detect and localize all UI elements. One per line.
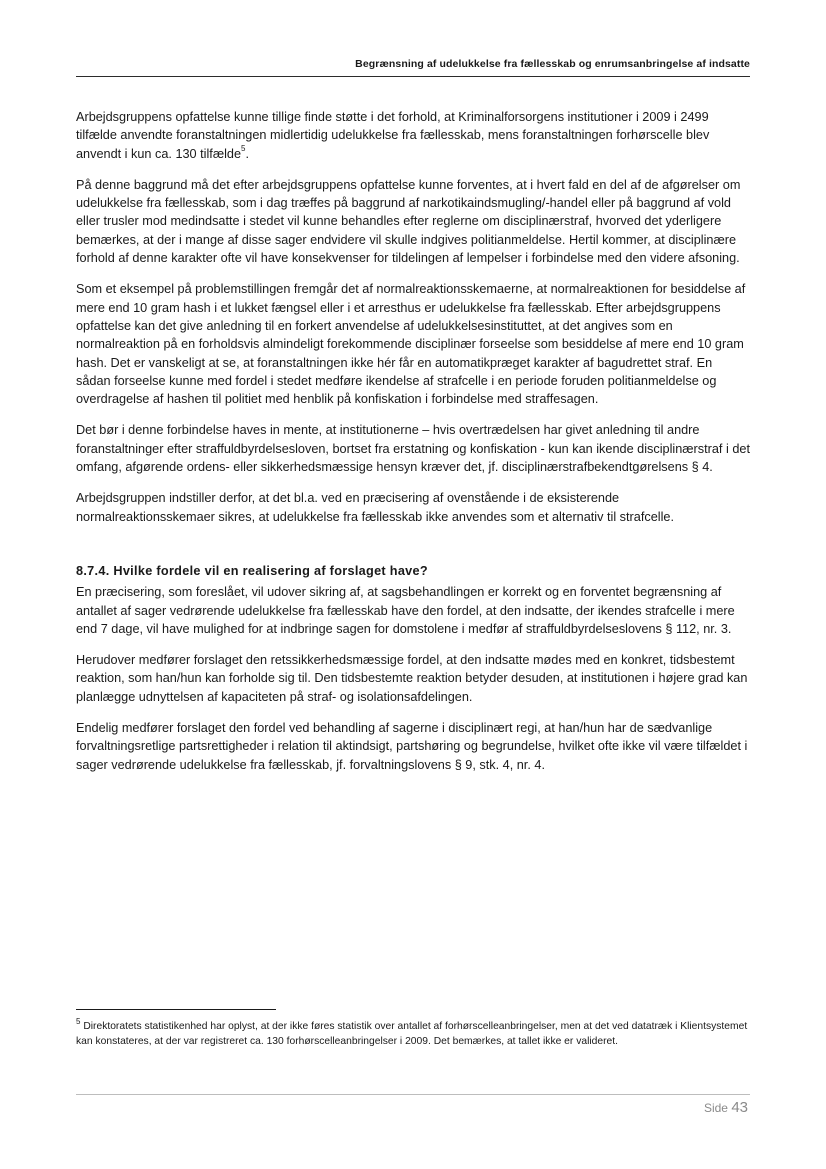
footnote-reference[interactable]: 5 [241,144,246,154]
paragraph-7: Herudover medfører forslaget den retssikkerhedsmæssige fordel, at den indsatte mødes med en konkret, tidsbestemt reaktion, som han/hun kan forholde sig til. Den tidsbestemte reaktion betyder desuden, at institutionen i højere grad kan planlægge udnyttelsen af kapaciteten på straf- og isolationsafdelingen. [76,653,748,704]
footnote-rule [76,1009,276,1010]
page-number: 43 [731,1099,748,1116]
paragraph-6: En præcisering, som foreslået, vil udover sikring af, at sagsbehandlingen er korrekt og en forventet begrænsning af antallet af sager vedrørende udelukkelse fra fællesskab have den fordel, at den indsatte, der ikendes strafcelle i mere end 7 dage, vil have mulighed for at indbringe sagen for domstolene i medfør af straffuldbyrdelseslovens § 112, nr. 3. [76,585,735,636]
page-label: Side [703,1101,728,1115]
footer-rule [76,1094,750,1095]
header-rule [76,76,750,77]
paragraph-1 [76,108,750,163]
footnote-marker: 5 [76,1016,81,1026]
paragraph-1-text: Arbejdsgruppens opfattelse kunne tillige finde støtte i det forhold, at Kriminalforsorgens institutioner i 2009 i 2499 tilfælde anvendte foranstaltningen midlertidig udelukkelse fra fællesskab, mens foranstaltningen forhørscelle blev anvendt i kun ca. 130 tilfælde [76,110,710,161]
paragraph-4: Det bør i denne forbindelse haves in mente, at institutionerne – hvis overtrædelsen har givet anledning til andre foranstaltninger efter straffuldbyrdelsesloven, bortset fra erstatning og konfiskation - kun kan ikende disciplinærstraf i det omfang, afgørende ordens- eller sikkerhedsmæssige hensyn kræver det, jf. disciplinærstrafbekendtgørelsens § 4. [76,423,750,475]
section-heading: 8.7.4. Hvilke fordele vil en realisering af forslaget have? [76,563,428,578]
footnote-text: Direktoratets statistikenhed har oplyst, at der ikke føres statistik over antallet af forhørscelleanbringelser, men at det ved datatræk i Klientsystemet kan konstateres, at der var registreret ca. 130 forhørscelleanbringelser i 2009. Det bemærkes, at tallet ikke er valideret. [76,1021,748,1047]
paragraph-2: På denne baggrund må det efter arbejdsgruppens opfattelse kunne forventes, at i hvert fald en del af de afgørelser om udelukkelse fra fællesskab, som i dag træffes på baggrund af narkotikaindsmugling/-handel eller på baggrund af vold eller trusler mod medindsatte i stedet vil kunne behandles efter reglerne om disciplinærstraf, hvorved det yderligere bemærkes, at der i mange af disse sager endvidere vil skulle indgives politianmeldelse. Hertil kommer, at disciplinære forhold af denne karakter ofte vil have konsekvenser for tildelingen af lempelser i forbindelse med den videre afsoning. [76,177,741,266]
main-text [76,108,750,787]
paragraph-3: Som et eksempel på problemstillingen fremgår det af normalreaktionsskemaerne, at normalreaktionen for besiddelse af mere end 10 gram hash i et lukket fængsel eller i et arresthus er udelukkelse fra fællesskab. Efter arbejdsgruppens opfattelse kan det give anledning til en forkert anvendelse af udelukkelsesinstituttet, at det angives som en normalreaktion på en forholdsvis almindeligt forekommende disciplinær forseelse som besiddelse af mere end 10 gram hash. Det er vanskeligt at se, at foranstaltningen ikke hér får en automatikpræget karakter af bagudrettet straf. En sådan forseelse kunne med fordel i stedet medføre ikendelse af strafcelle i en periode foruden politianmeldelse og overdragelse af hashen til politiet med henblik på konfiskation i forbindelse med straffesagen. [76,282,746,407]
paragraph-8: Endelig medfører forslaget den fordel ved behandling af sagerne i disciplinært regi, at han/hun har de sædvanlige forvaltningsretlige partsrettigheder i relation til aktindsigt, partshøring og begrundelse, hvilket ofte ikke vil være tilfældet i sager vedrørende udelukkelse fra fællesskab, jf. forvaltningslovens § 9, stk. 4, nr. 4. [76,721,748,772]
paragraph-1-end: . [245,146,250,161]
footnote [76,1016,750,1049]
paragraph-5: Arbejdsgruppen indstiller derfor, at det bl.a. ved en præcisering af ovenstående i de eksisterende normalreaktionsskemaer sikres, at udelukkelse fra fællesskab ikke anvendes som et alternativ til strafcelle. [76,491,674,524]
page-footer [704,1099,748,1116]
running-header: Begrænsning af udelukkelse fra fællesskab og enrumsanbringelse af indsatte [355,58,750,70]
